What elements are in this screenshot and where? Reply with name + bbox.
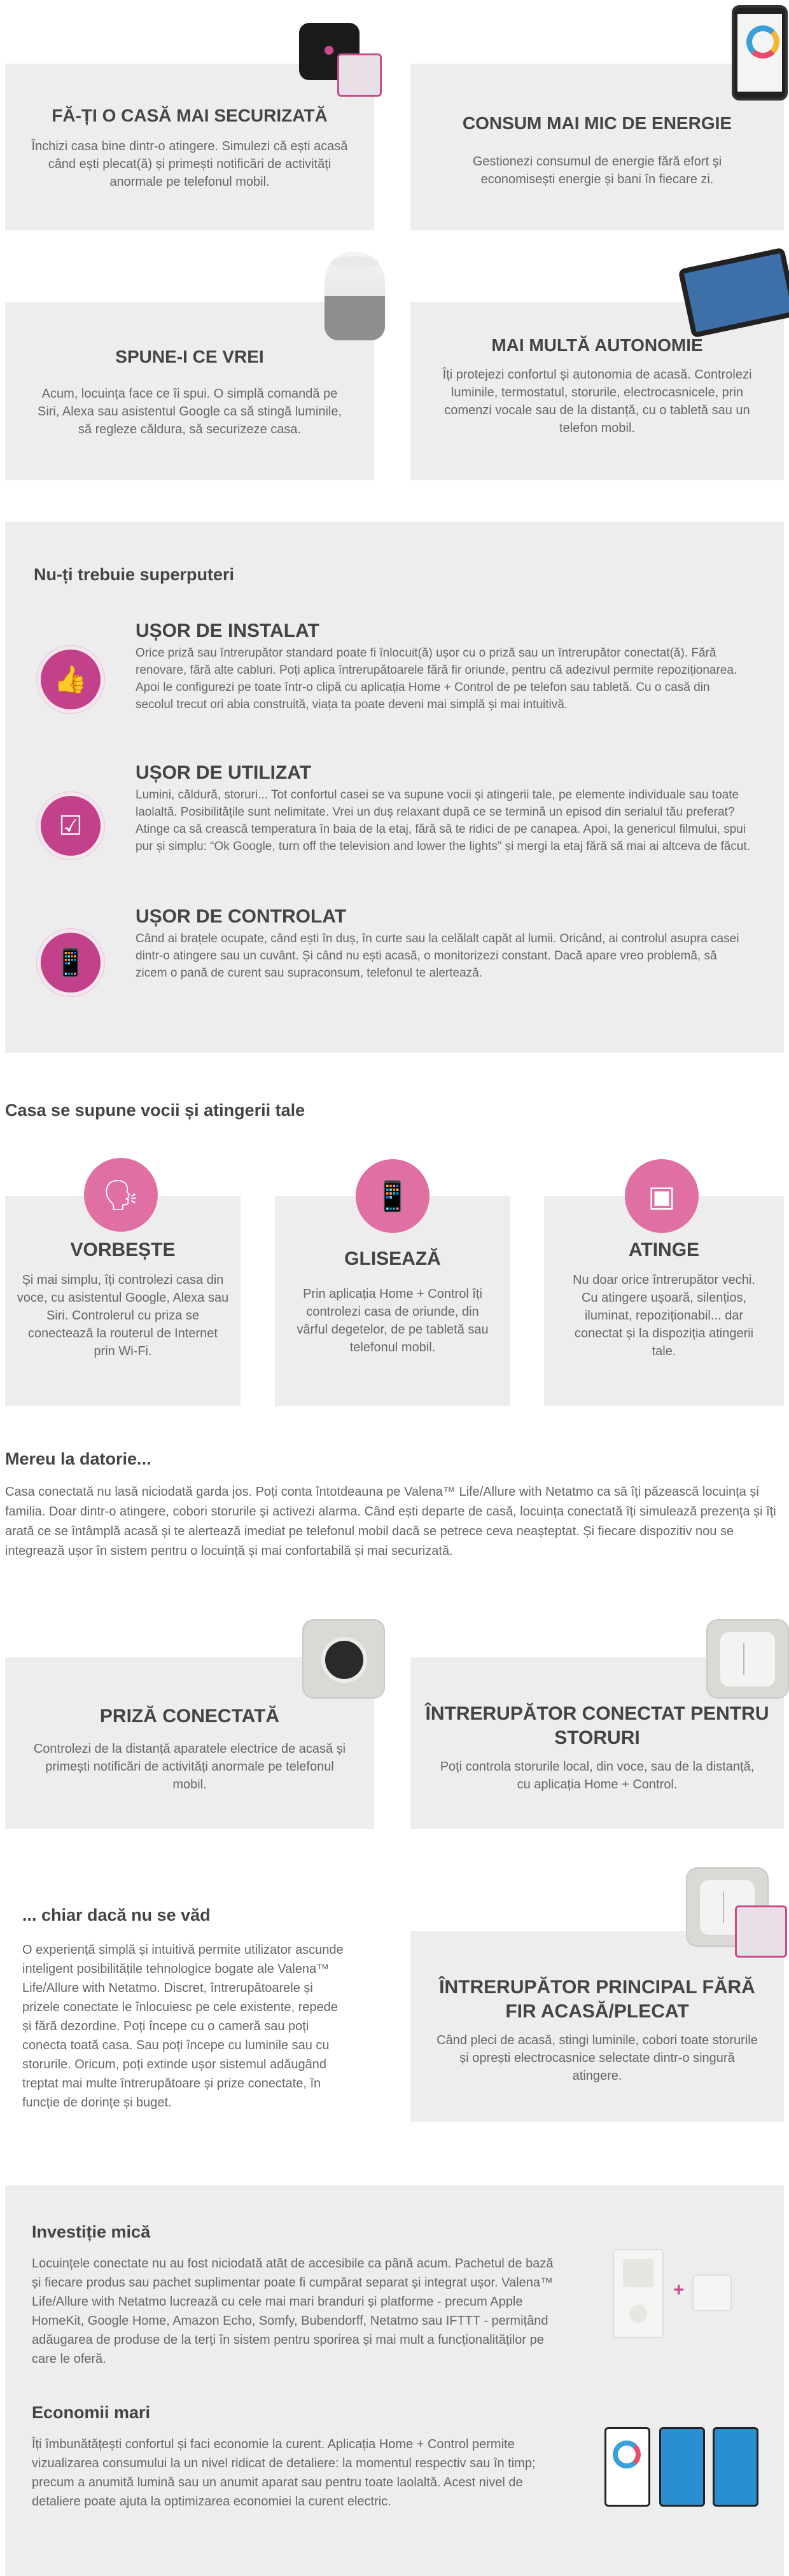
touch-switch-icon: ▣: [625, 1159, 699, 1233]
unseen-text: O experiență simplă și intuitivă permite utilizator ascunde inteligent posibilitățile tehnologice bogate ale Valena™ Life/Allure with Netatmo. Discret, întrerupătoarele și prizele conectate le înlocuiesc pe cele existente, repede și fără dezordine. Poți începe cu o cameră sau poți conecta toată casa. Sau poți începe cu luminile sau cu storurile. Oricum, poți extinde ușor sistemul adăugând treptat mai multe întrerupătoare și prize conectate, în funcție de dorințe și buget.: [22, 1943, 344, 2110]
savings-text: Îți îmbunătățești confortul și faci economie la curent. Aplicația Home + Control permite vizualizarea consumului la un nivel ridicat de detaliere: la momentul respectiv sau în timp; precum a anumită lumină sau un anumit aparat sau pentru toate laolaltă. Acest nivel de detaliere poate ajuta la optimizarea economiei la curent electric.: [32, 2437, 536, 2509]
superpowers-heading: Nu-ți trebuie superputeri: [34, 565, 235, 584]
control-feature-title: UȘOR DE CONTROLAT: [136, 906, 347, 927]
smart-plug-card-title: PRIZĂ CONECTATĂ: [99, 1706, 280, 1727]
security-card: [5, 64, 374, 230]
keypad-device-image: [337, 53, 382, 97]
speak-card-title: VORBEȘTE: [70, 1239, 176, 1260]
shutter-switch-card-title: ÎNTRERUPĂTOR CONECTAT PENTRU STORURI: [425, 1703, 769, 1748]
swipe-card-title: GLISEAZĂ: [344, 1248, 441, 1269]
autonomy-card-text: Îți protejezi confortul și autonomia de acasă. Controlezi luminile, termostatul, storurile, electrocasnicele, prin comenzi vocale sau de la distanță, cu o tabletă sau un telefon mobil.: [442, 368, 752, 435]
investment-heading: Investiție mică: [32, 2222, 151, 2241]
app-screen-image-2: [659, 2427, 705, 2507]
master-switch-card-title: ÎNTRERUPĂTOR PRINCIPAL FĂRĂ FIR ACASĂ/PLECAT: [439, 1977, 755, 2022]
voice-section-heading: Casa se supune vocii și atingerii tale: [5, 1101, 305, 1120]
checkbox-icon: ☑: [37, 792, 104, 860]
voice-command-card: [5, 302, 374, 480]
investment-section: [5, 2185, 784, 2576]
energy-card: [410, 64, 784, 230]
security-card-text: Închizi casa bine dintr-o atingere. Simulezi că ești acasă când ești plecat(ă) și primești notificări de activități anormale pe telefonul mobil.: [31, 139, 348, 189]
phone-swipe-icon: 📱: [356, 1159, 429, 1233]
energy-card-title: CONSUM MAI MIC DE ENERGIE: [462, 113, 732, 133]
shutter-switch-card-text: Poți controla storurile local, din voce, sau de la distanță, cu aplicația Home + Control.: [440, 1760, 755, 1792]
phone-app-image: [732, 5, 788, 101]
use-feature-title: UȘOR DE UTILIZAT: [136, 762, 312, 783]
superpowers-section: [5, 522, 784, 1053]
smart-plug-image: [302, 1619, 385, 1699]
master-switch-card: [410, 1931, 784, 2122]
smart-plug-card-text: Controlezi de la distanță aparatele electrice de acasă și primești notificări de activități anormale pe telefonul mobil.: [33, 1742, 346, 1792]
autonomy-card-title: MAI MULTĂ AUTONOMIE: [491, 335, 703, 355]
voice-icon: 🗣: [84, 1158, 158, 1232]
plus-sign: +: [673, 2280, 685, 2301]
swipe-card-text: Prin aplicația Home + Control îți controlezi casa de oriunde, din vârful degetelor, de pe tabletă sau telefonul mobil.: [297, 1287, 489, 1354]
install-feature-text: Orice priză sau întrerupător standard poate fi înlocuit(ă) ușor cu o priză sau un întrerupător conectat(ă). Fără renovare, fără alte cabluri. Poți aplica întrerupătoarele fără fir oriunde, pentru că adezivul permite repoziționarea. Apoi le configurezi pe toate într-o clipă cu aplicația Home + Control de pe telefon sau tabletă. Cu o casă din secolul trecut ori abia construită, viața ta poate deveni mai simplă și mai intuitivă.: [136, 646, 737, 711]
duty-text: Casa conectată nu lasă niciodată garda jos. Poți conta întotdeauna pe Valena™ Life/Allure with Netatmo ca să îți păzească locuința și familia. Doar dintr-o atingere, cobori storurile și activezi alarma. Când ești departe de casă, locuința conectată îți simulează prezența și îți arată ce se întâmplă acasă și te alertează imediat pe telefonul mobil dacă se petrece ceva neașteptat. Și fiecare dispozitiv nou se integrează ușor în sistem pentru o locuință și mai confortabilă și mai securizată.: [5, 1485, 776, 1558]
master-switch-card-text: Când pleci de acasă, stingi luminile, cobori toate storurile și oprești electrocasnice selectate dintr-o singură atingere.: [436, 2033, 758, 2083]
investment-text: Locuințele conectate nu au fost niciodată atât de accesibile ca până acum. Pachetul de bază și fiecare produs sau pachet suplimentar poate fi cumpărat separat și integrat ușor. Valena™ Life/Allure with Netatmo lucrează cu cele mai mari branduri și platforme - precum Apple HomeKit, Google Home, Amazon Echo, Somfy, Bubendorff, Netatmo sau IFTTT - permițând adăugarea de produse de la terți în sistem pentru sporirea și mai mult a funcționalităților pe care le oferă.: [32, 2257, 554, 2366]
touch-card-title: ATINGE: [628, 1239, 700, 1260]
install-feature-title: UȘOR DE INSTALAT: [136, 620, 319, 641]
switch-plug-bundle-image: [613, 2249, 664, 2338]
speak-card-text: Și mai simplu, îți controlezi casa din voce, cu asistentul Google, Alexa sau Siri. Controlerul cu priza se conectează la routerul de Internet prin Wi-Fi.: [17, 1273, 229, 1358]
app-screen-image-3: [713, 2427, 758, 2507]
phone-control-icon: 📱: [37, 929, 104, 996]
voice-command-card-text: Acum, locuința face ce îi spui. O simplă comandă pe Siri, Alexa sau asistentul Google ca să stingă luminile, să regleze căldura, să securizeze casa.: [37, 387, 342, 436]
touch-card-text: Nu doar orice întrerupător vechi. Cu atingere ușoară, silențios, iluminat, repoziționabil... dar conectat și la dispoziția atingerii tale.: [573, 1273, 755, 1358]
master-switch-keypad-image: [735, 1905, 787, 1958]
use-feature-text: Lumini, căldură, storuri... Tot confortul casei se va supune vocii și atingerii tale, pe elemente individuale sau toate laolaltă. Posibilitățile sunt nelimitate. Vrei un duș relaxant după ce se termină un episod din serialul tău preferat? Atinge ca să crească temperatura în baia de la etaj, fără să te ridici de pe canapea. Apoi, la genericul filmului, spui pur și simplu: “Ok Google, turn off the television and lower the lights” și mergi la etaj fără să mai ai altceva de făcut.: [136, 788, 750, 853]
app-screen-image-1: [604, 2427, 650, 2507]
security-card-title: FĂ-ȚI O CASĂ MAI SECURIZATĂ: [52, 106, 328, 125]
energy-card-text: Gestionezi consumul de energie fără efort și economisești energie și bani în fiecare zi.: [472, 155, 722, 186]
unseen-heading: ... chiar dacă nu se văd: [22, 1905, 211, 1925]
thumbs-up-icon: 👍: [37, 646, 104, 713]
voice-command-card-title: SPUNE-I CE VREI: [115, 347, 264, 366]
shutter-switch-image: [706, 1619, 789, 1699]
control-feature-text: Când ai brațele ocupate, când ești în duș, în curte sau la celălalt capăt al lumii. Oricând, ai controlul asupra casei dintr-o atingere sau un cuvânt. Și când nu ești acasă, o monitorizezi constant. Dacă apare vreo problemă, să zicem o pană de curent sau supraconsum, telefonul te alertează.: [136, 932, 739, 980]
duty-heading: Mereu la datorie...: [5, 1449, 151, 1468]
savings-heading: Economii mari: [32, 2403, 151, 2422]
smart-speaker-image: [325, 251, 385, 340]
wireless-switch-image: [692, 2274, 732, 2311]
